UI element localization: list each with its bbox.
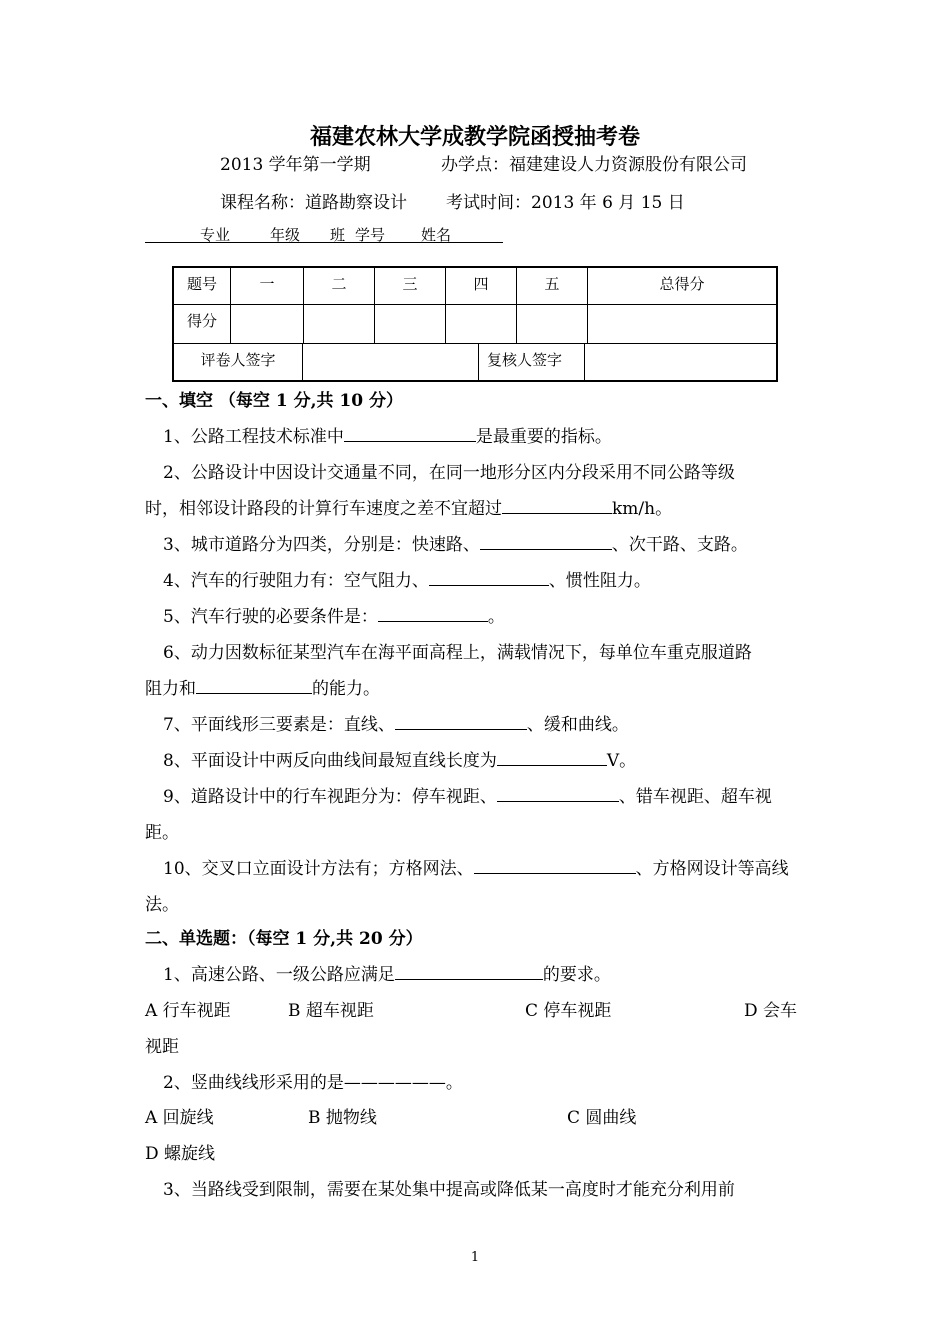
score-table-score-row	[173, 305, 777, 344]
score-table-header-cell: 题号	[173, 267, 231, 305]
section2-heading: 二、单选题：（每空 1 分,共 20 分）	[145, 929, 423, 949]
student-no-label: 学号	[355, 226, 386, 244]
answer-blank[interactable]	[497, 749, 607, 766]
answer-blank[interactable]	[395, 963, 543, 980]
question-1-9-line2: 距。	[145, 823, 179, 843]
question-1-10-line2: 法。	[145, 895, 179, 915]
term-label: 2013 学年第一学期	[220, 155, 371, 175]
score-table-header-cell: 三	[375, 267, 446, 305]
section1-heading: 一、填空 （每空 1 分,共 10 分）	[145, 391, 403, 411]
site-label: 办学点：福建建设人力资源股份有限公司	[441, 155, 747, 175]
answer-blank[interactable]	[378, 605, 488, 622]
score-input-cell[interactable]	[375, 305, 446, 344]
question-2-1-option-d-wrap: 视距	[145, 1037, 179, 1057]
signature-table	[174, 344, 776, 380]
reviewer-signature-cell[interactable]	[585, 344, 777, 380]
answer-blank[interactable]	[395, 713, 527, 730]
question-1-9-line1: 9、道路设计中的行车视距分为：停车视距、 、错车视距、超车视	[163, 787, 772, 807]
major-label: 专业	[200, 226, 231, 244]
question-2-2-option-b[interactable]: B 抛物线	[308, 1108, 377, 1128]
question-1-5: 5、汽车行驶的必要条件是： 。	[163, 607, 505, 627]
signature-row-container	[173, 344, 777, 382]
question-2-2-option-c[interactable]: C 圆曲线	[567, 1108, 637, 1128]
question-2-2: 2、竖曲线线形采用的是——————。	[163, 1073, 463, 1093]
question-1-1: 1、公路工程技术标准中 是最重要的指标。	[163, 427, 612, 447]
answer-blank[interactable]	[480, 533, 612, 550]
score-input-cell[interactable]	[304, 305, 375, 344]
answer-blank[interactable]	[344, 425, 476, 442]
exam-time-label: 考试时间：2013 年 6 月 15 日	[446, 193, 685, 213]
score-input-cell[interactable]	[446, 305, 517, 344]
grade-label: 年级	[270, 226, 301, 244]
page-title: 福建农林大学成教学院函授抽考卷	[309, 124, 640, 150]
question-2-1: 1、高速公路、一级公路应满足 的要求。	[163, 965, 611, 985]
question-1-10-line1: 10、交叉口立面设计方法有；方格网法、 、方格网设计等高线	[163, 859, 789, 879]
answer-blank[interactable]	[429, 569, 549, 586]
grader-signature-cell[interactable]	[303, 344, 479, 380]
answer-blank[interactable]	[474, 857, 636, 874]
question-2-2-option-a[interactable]: A 回旋线	[145, 1108, 214, 1128]
answer-blank[interactable]	[497, 785, 619, 802]
question-2-3: 3、当路线受到限制，需要在某处集中提高或降低某一高度时才能充分利用前	[163, 1180, 735, 1200]
class-label: 班	[330, 226, 346, 244]
score-table-header-cell: 五	[517, 267, 588, 305]
score-input-cell[interactable]	[231, 305, 304, 344]
score-input-cell[interactable]	[517, 305, 588, 344]
score-table-header-cell: 二	[304, 267, 375, 305]
question-1-2-line1: 2、公路设计中因设计交通量不同，在同一地形分区内分段采用不同公路等级	[163, 463, 735, 483]
question-2-1-option-d[interactable]: D 会车	[744, 1001, 798, 1021]
score-label-cell: 得分	[173, 305, 231, 344]
course-label: 课程名称：道路勘察设计	[220, 193, 407, 213]
score-table-header-cell: 一	[231, 267, 304, 305]
question-1-2-line2: 时，相邻设计路段的计算行车速度之差不宜超过 km/h。	[145, 499, 673, 519]
question-1-6-line2: 阻力和 的能力。	[145, 679, 380, 699]
score-table	[172, 266, 778, 382]
question-2-1-option-b[interactable]: B 超车视距	[288, 1001, 374, 1021]
total-score-cell[interactable]	[588, 305, 778, 344]
answer-blank[interactable]	[196, 677, 312, 694]
score-table-header-cell: 总得分	[588, 267, 778, 305]
page-number: 1	[470, 1250, 480, 1265]
question-1-7: 7、平面线形三要素是：直线、 、缓和曲线。	[163, 715, 629, 735]
question-2-1-option-c[interactable]: C 停车视距	[525, 1001, 612, 1021]
score-table-header-row	[173, 267, 777, 305]
answer-blank[interactable]	[502, 497, 612, 514]
question-1-3: 3、城市道路分为四类，分别是：快速路、 、次干路、支路。	[163, 535, 748, 555]
score-table-header-cell: 四	[446, 267, 517, 305]
score-table-signature-row	[173, 344, 777, 382]
grader-label-cell: 评卷人签字	[174, 344, 303, 380]
reviewer-label-cell: 复核人签字	[479, 344, 585, 380]
question-1-8: 8、平面设计中两反向曲线间最短直线长度为 V。	[163, 751, 637, 771]
question-2-2-option-d[interactable]: D 螺旋线	[145, 1144, 216, 1164]
name-label: 姓名	[421, 226, 452, 244]
question-1-6-line1: 6、动力因数标征某型汽车在海平面高程上，满载情况下，每单位车重克服道路	[163, 643, 752, 663]
question-1-4: 4、汽车的行驶阻力有：空气阻力、 、惯性阻力。	[163, 571, 651, 591]
question-2-1-option-a[interactable]: A 行车视距	[145, 1001, 231, 1021]
